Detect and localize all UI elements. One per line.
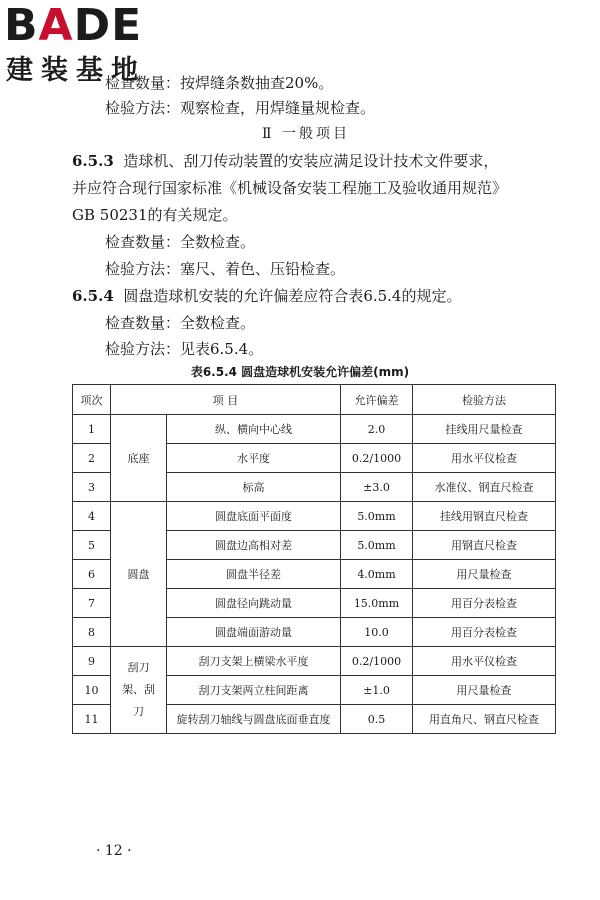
row-no: 1: [73, 415, 111, 444]
row-method: 挂线用钢直尺检查: [413, 502, 556, 531]
row-method: 用尺量检查: [413, 560, 556, 589]
clause-number: 6.5.3: [72, 152, 114, 170]
group-scraper: 刮刀架、刮刀: [111, 647, 167, 734]
page-number: · 12 ·: [96, 843, 132, 859]
row-item: 圆盘边高相对差: [167, 531, 341, 560]
row-no: 3: [73, 473, 111, 502]
row-method: 水准仪、钢直尺检查: [413, 473, 556, 502]
row-tolerance: 5.0mm: [341, 502, 413, 531]
table-caption: 表6.5.4 圆盘造球机安装允许偏差(mm): [190, 365, 410, 379]
row-no: 5: [73, 531, 111, 560]
row-no: 2: [73, 444, 111, 473]
logo-letter-b: B: [4, 0, 39, 51]
clause-6-5-4: [72, 285, 461, 307]
row-no: 6: [73, 560, 111, 589]
table-row: [73, 647, 556, 676]
clause-text: 圆盘造球机安装的允许偏差应符合表6.5.4的规定。: [123, 287, 462, 305]
clause-6-5-3-method: 检验方法：塞尺、着色、压铅检查。: [105, 260, 346, 278]
row-tolerance: 0.5: [341, 705, 413, 734]
clause-number: 6.5.4: [72, 287, 114, 305]
table-row: [73, 415, 556, 444]
table-header-row: [73, 385, 556, 415]
row-no: 9: [73, 647, 111, 676]
header-method: 检验方法: [413, 385, 556, 415]
row-method: 用钢直尺检查: [413, 531, 556, 560]
row-method: 用百分表检查: [413, 618, 556, 647]
row-item: 圆盘半径差: [167, 560, 341, 589]
table-row: [73, 502, 556, 531]
brand-logo: [4, 0, 142, 52]
tolerance-table: [72, 384, 556, 734]
row-item: 圆盘径向跳动量: [167, 589, 341, 618]
clause-text: 造球机、刮刀传动装置的安装应满足设计技术文件要求，: [123, 152, 499, 170]
logo-letter-a: A: [38, 0, 74, 51]
row-tolerance: ±1.0: [341, 676, 413, 705]
inspection-method-line: 检验方法：观察检查，用焊缝量规检查。: [105, 99, 376, 117]
header-no: 项次: [73, 385, 111, 415]
row-item: 标高: [167, 473, 341, 502]
clause-6-5-4-method: 检验方法：见表6.5.4。: [105, 340, 264, 358]
clause-6-5-3-quantity: 检查数量：全数检查。: [105, 233, 256, 251]
row-tolerance: 5.0mm: [341, 531, 413, 560]
row-item: 圆盘底面平面度: [167, 502, 341, 531]
row-item: 刮刀支架上横梁水平度: [167, 647, 341, 676]
row-no: 10: [73, 676, 111, 705]
header-item: 项 目: [111, 385, 341, 415]
row-item: 水平度: [167, 444, 341, 473]
logo-subtitle: 建装基地: [6, 55, 146, 86]
row-item: 圆盘端面游动量: [167, 618, 341, 647]
row-tolerance: 2.0: [341, 415, 413, 444]
header-tolerance: 允许偏差: [341, 385, 413, 415]
row-method: 用水平仪检查: [413, 647, 556, 676]
row-tolerance: 15.0mm: [341, 589, 413, 618]
inspection-quantity-line: 检查数量：按焊缝条数抽查20%。: [105, 74, 334, 92]
row-item: 刮刀支架两立柱间距离: [167, 676, 341, 705]
row-tolerance: 0.2/1000: [341, 444, 413, 473]
clause-6-5-3-line2: 并应符合现行国家标准《机械设备安装工程施工及验收通用规范》: [72, 179, 508, 197]
row-tolerance: 4.0mm: [341, 560, 413, 589]
row-method: 用水平仪检查: [413, 444, 556, 473]
clause-6-5-4-quantity: 检查数量：全数检查。: [105, 314, 256, 332]
row-item: 纵、横向中心线: [167, 415, 341, 444]
row-method: 挂线用尺量检查: [413, 415, 556, 444]
row-no: 4: [73, 502, 111, 531]
section-subheading: Ⅱ 一般项目: [262, 126, 350, 142]
row-method: 用尺量检查: [413, 676, 556, 705]
row-tolerance: ±3.0: [341, 473, 413, 502]
row-method: 用直角尺、钢直尺检查: [413, 705, 556, 734]
group-disc: 圆盘: [111, 502, 167, 647]
clause-6-5-3: [72, 150, 498, 172]
row-method: 用百分表检查: [413, 589, 556, 618]
row-no: 11: [73, 705, 111, 734]
row-item: 旋转刮刀轴线与圆盘底面垂直度: [167, 705, 341, 734]
row-no: 7: [73, 589, 111, 618]
row-tolerance: 0.2/1000: [341, 647, 413, 676]
clause-6-5-3-line3: GB 50231的有关规定。: [72, 206, 238, 224]
logo-letters-de: DE: [73, 0, 143, 51]
group-base: 底座: [111, 415, 167, 502]
row-tolerance: 10.0: [341, 618, 413, 647]
row-no: 8: [73, 618, 111, 647]
